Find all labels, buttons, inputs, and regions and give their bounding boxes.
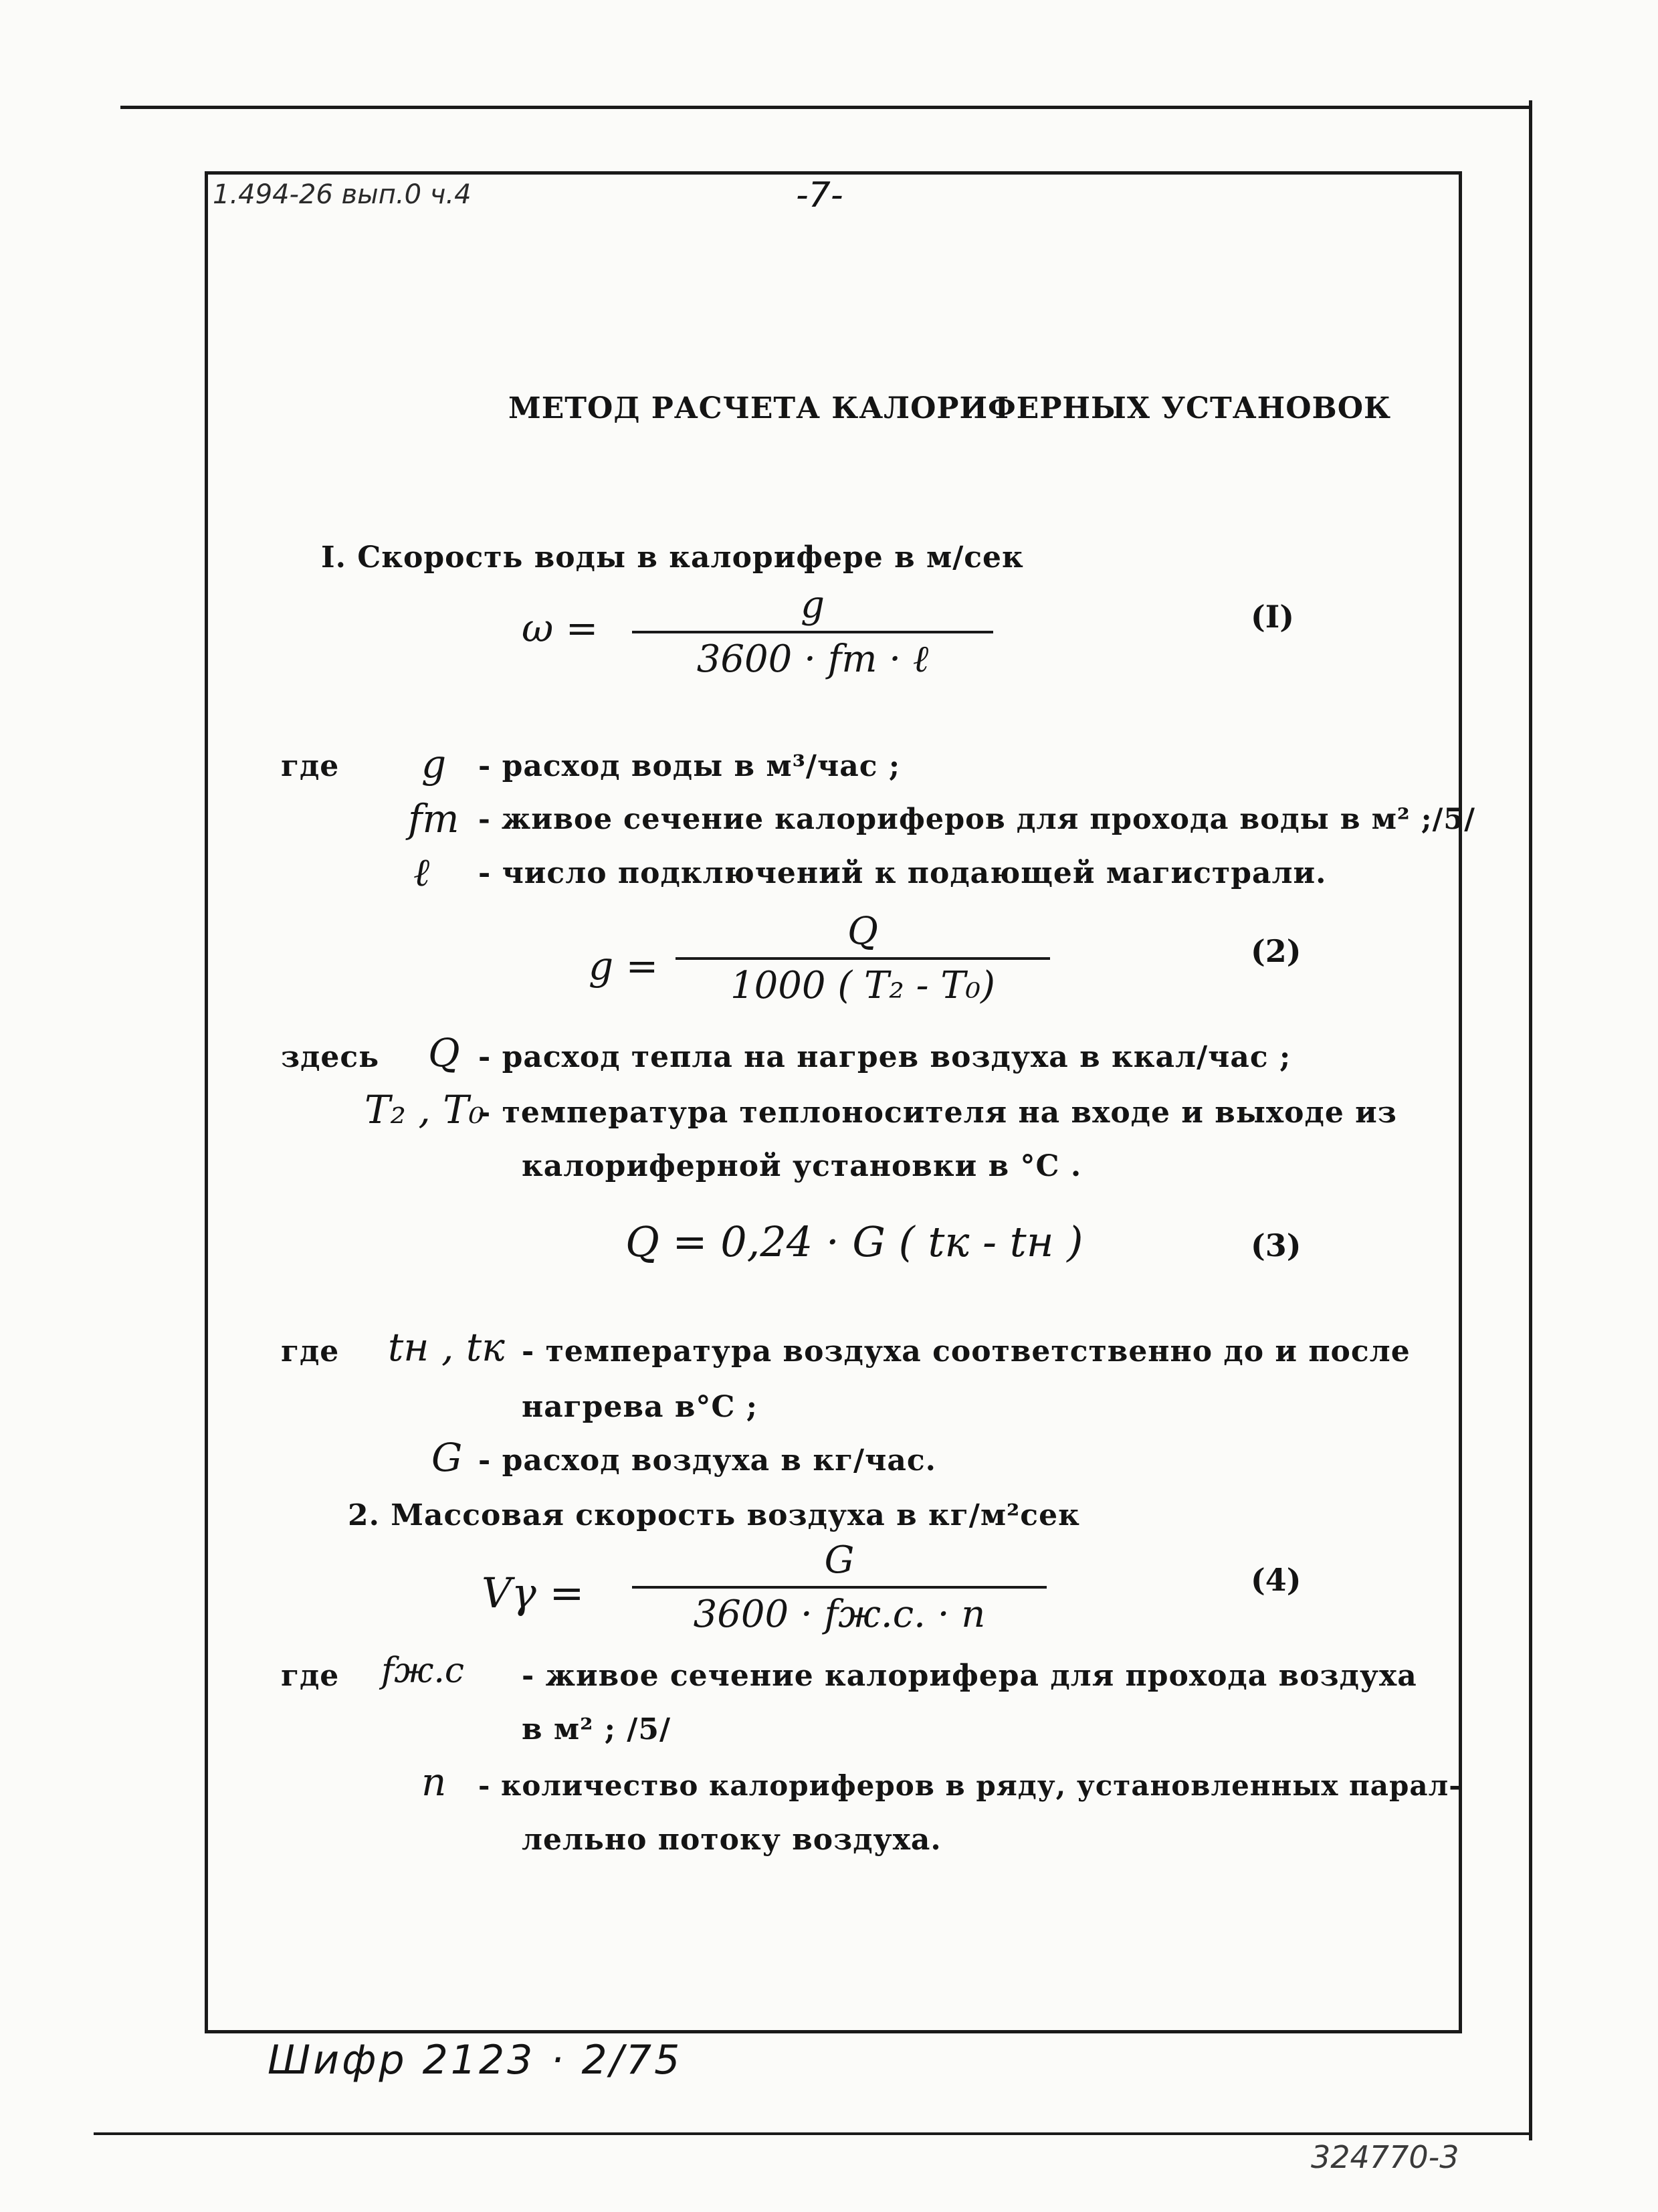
where2-text-G: - расход воздуха в кг/час. xyxy=(478,1443,936,1478)
def1-text-g: - расход воды в м³/час ; xyxy=(478,749,901,783)
archive-number: 324770-3 xyxy=(1311,2139,1459,2175)
formula2-lhs: g = xyxy=(589,943,659,989)
section1-heading: I. Скорость воды в калорифере в м/сек xyxy=(321,540,1024,575)
def1-text-ft: - живое сечение калориферов для прохода воды в м² ;/5/ xyxy=(478,803,1475,836)
here-label: здесь xyxy=(281,1040,380,1074)
formula3-expression: Q = 0,24 · G ( tк - tн ) xyxy=(625,1217,1083,1266)
here-text-T-cont: калориферной установки в °C . xyxy=(522,1149,1082,1183)
def1-text-l: - число подключений к подающей магистрали. xyxy=(478,856,1327,890)
where-label-1: где xyxy=(281,749,340,783)
formula2-number: (2) xyxy=(1251,933,1302,969)
formula1-fraction xyxy=(632,583,993,681)
def1-symbol-ft: fт xyxy=(408,796,459,841)
here-symbol-Q: Q xyxy=(428,1030,460,1076)
where2-text-t-cont: нагрева в°C ; xyxy=(522,1390,758,1424)
def1-symbol-l: ℓ xyxy=(413,849,430,895)
right-rule xyxy=(1529,100,1532,2140)
bottom-rule xyxy=(94,2132,1532,2135)
where2-symbol-t: tн , tк xyxy=(388,1324,505,1370)
formula2-numerator: Q xyxy=(847,910,878,953)
page-number: -7- xyxy=(796,175,843,215)
formula4-numerator: G xyxy=(824,1538,855,1582)
formula1-number: (I) xyxy=(1251,599,1295,635)
page-title: МЕТОД РАСЧЕТА КАЛОРИФЕРНЫХ УСТАНОВОК xyxy=(508,391,1392,425)
top-rule xyxy=(120,106,1532,109)
cipher-stamp: Шифр 2123 · 2/75 xyxy=(268,2037,683,2084)
formula2-fraction xyxy=(676,910,1050,1007)
section2-text-fzhc-cont: в м² ; /5/ xyxy=(522,1712,671,1746)
here-symbol-T: T₂ , T₀ xyxy=(365,1087,485,1132)
where2-symbol-G: G xyxy=(431,1435,463,1480)
where-label-2: где xyxy=(281,1334,340,1369)
formula4-bar xyxy=(632,1586,1047,1589)
where2-text-t: - температура воздуха соответственно до и после xyxy=(522,1334,1411,1369)
formula2-bar xyxy=(676,957,1050,960)
section2-text-fzhc: - живое сечение калорифера для прохода воздуха xyxy=(522,1659,1417,1693)
here-text-Q: - расход тепла на нагрев воздуха в ккал/час ; xyxy=(478,1040,1291,1074)
formula3-number: (3) xyxy=(1251,1227,1302,1264)
section2-text-n-cont: лельно потоку воздуха. xyxy=(522,1823,942,1857)
doc-code: 1.494-26 вып.0 ч.4 xyxy=(213,179,472,210)
section2-symbol-n: n xyxy=(421,1759,447,1805)
formula1-denominator: 3600 · fт · ℓ xyxy=(696,637,929,681)
formula4-number: (4) xyxy=(1251,1562,1302,1598)
here-text-T: - температура теплоносителя на входе и выходе из xyxy=(478,1096,1397,1130)
formula1-lhs: ω = xyxy=(522,605,599,651)
section2-text-n: - количество калориферов в ряду, установленных парал- xyxy=(478,1769,1461,1802)
formula4-lhs: Vγ = xyxy=(482,1569,585,1617)
def1-symbol-g: g xyxy=(421,741,447,787)
formula2-denominator: 1000 ( T₂ - T₀) xyxy=(730,964,995,1007)
section2-symbol-fzhc: fж.с xyxy=(381,1651,465,1691)
formula4-fraction xyxy=(632,1538,1047,1636)
formula4-denominator: 3600 · fж.с. · n xyxy=(693,1593,986,1636)
section2-heading: 2. Массовая скорость воздуха в кг/м²сек xyxy=(348,1498,1080,1532)
where-label-3: где xyxy=(281,1659,340,1693)
formula1-bar xyxy=(632,631,993,633)
formula1-numerator: g xyxy=(801,583,825,627)
